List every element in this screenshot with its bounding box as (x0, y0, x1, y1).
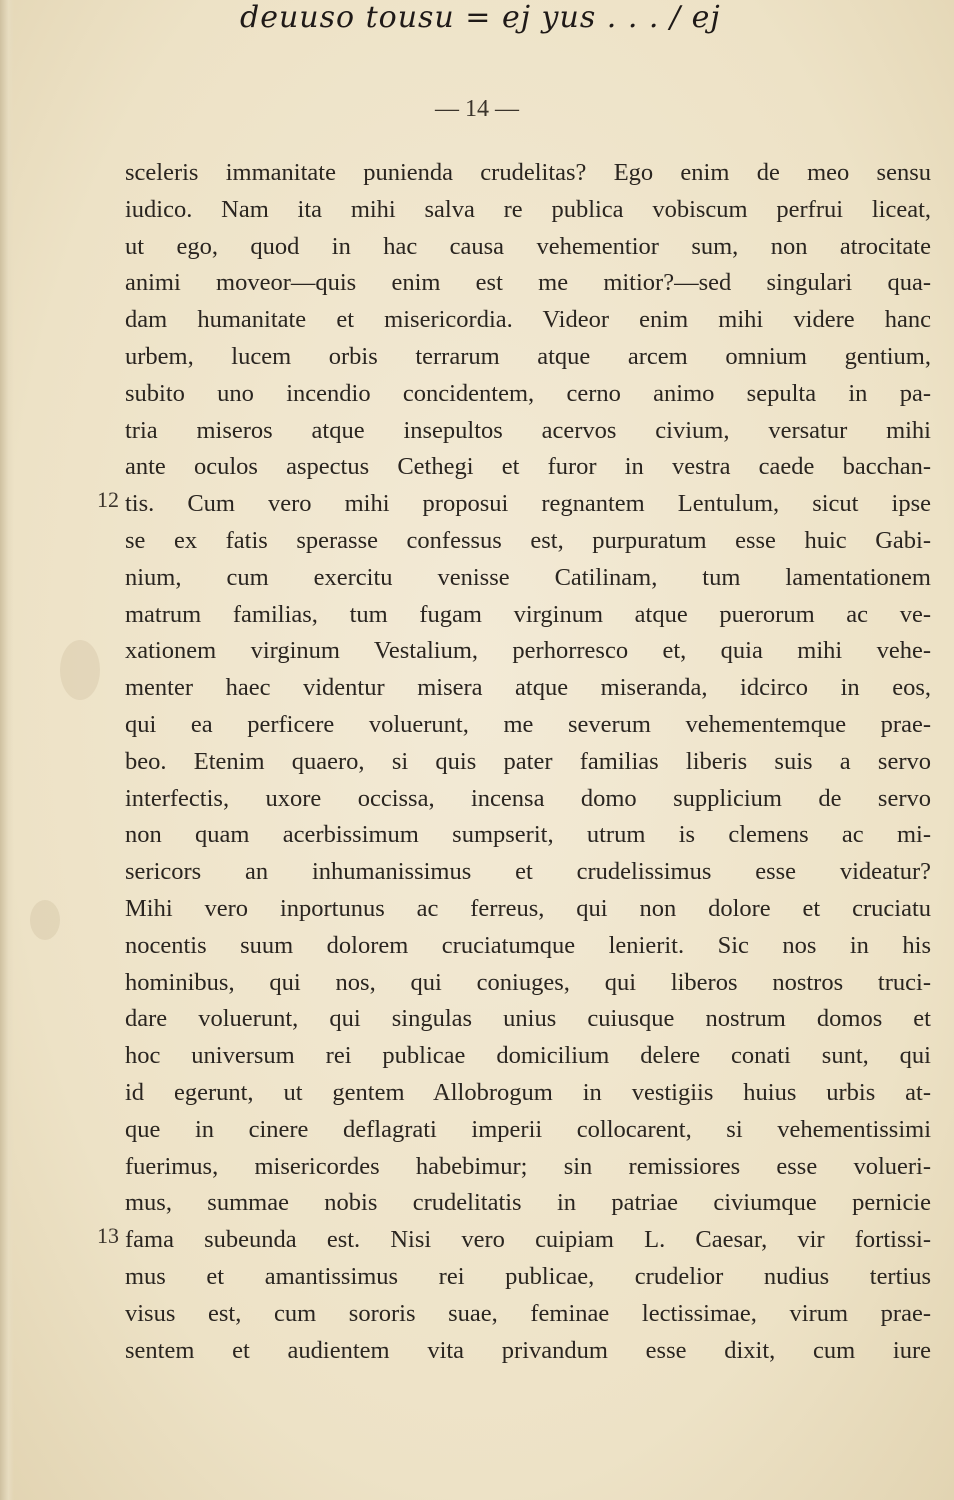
text-line: beo. Etenim quaero, si quis pater familias liberis suis a servo (125, 747, 931, 775)
paper-stain (60, 640, 100, 700)
text-line: sentem et audientem vita privandum esse dixit, cum iure (125, 1336, 931, 1364)
text-line: id egerunt, ut gentem Allobrogum in vestigiis huius urbis at- (125, 1078, 931, 1106)
margin-section-number: 13 (97, 1223, 119, 1248)
text-line: matrum familias, tum fugam virginum atque puerorum ac ve- (125, 600, 931, 628)
text-line: nocentis suum dolorem cruciatumque lenierit. Sic nos in his (125, 931, 931, 959)
text-line: mus et amantissimus rei publicae, crudelior nudius tertius (125, 1262, 931, 1290)
text-line: hoc universum rei publicae domicilium delere conati sunt, qui (125, 1042, 931, 1070)
text-line: animi moveor—quis enim est me mitior?—sed singulari qua- (125, 269, 931, 297)
text-line: interfectis, uxore occissa, incensa domo supplicium de servo (125, 784, 931, 812)
text-line: iudico. Nam ita mihi salva re publica vobiscum perfrui liceat, (125, 195, 931, 223)
text-line: ante oculos aspectus Cethegi et furor in vestra caede bacchan- (125, 453, 931, 481)
page-binding-edge (0, 0, 14, 1500)
text-line: ut ego, quod in hac causa vehementior sum, non atrocitate (125, 232, 931, 260)
text-line: sceleris immanitate punienda crudelitas? Ego enim de meo sensu (125, 159, 931, 186)
handwritten-annotation: deuuso tousu = ej yus . . . / ej (240, 0, 721, 35)
text-line: que in cinere deflagrati imperii collocarent, si vehementissimi (125, 1115, 931, 1143)
text-line: tria miseros atque insepultos acervos civium, versatur mihi (125, 416, 931, 444)
text-line: qui ea perficere voluerunt, me severum vehementemque prae- (125, 710, 931, 738)
text-line: Mihi vero inportunus ac ferreus, qui non dolore et cruciatu (125, 894, 931, 922)
text-line: nium, cum exercitu venisse Catilinam, tum lamentationem (125, 563, 931, 591)
text-line: tis. Cum vero mihi proposui regnantem Lentulum, sicut ipse (125, 490, 931, 518)
text-line: visus est, cum sororis suae, feminae lectissimae, virum prae- (125, 1299, 931, 1327)
page-number: — 14 — (435, 96, 519, 122)
text-line: dare voluerunt, qui singulas unius cuiusque nostrum domos et (125, 1005, 931, 1033)
text-line: fuerimus, misericordes habebimur; sin remissiores esse volueri- (125, 1152, 931, 1180)
text-line: hominibus, qui nos, qui coniuges, qui liberos nostros truci- (125, 968, 931, 996)
text-line: dam humanitate et misericordia. Videor enim mihi videre hanc (125, 306, 931, 334)
text-line: menter haec videntur misera atque miseranda, idcirco in eos, (125, 674, 931, 702)
text-line: fama subeunda est. Nisi vero cuipiam L. Caesar, vir fortissi- (125, 1226, 931, 1254)
margin-section-number: 12 (97, 487, 119, 512)
text-line: sericors an inhumanissimus et crudelissimus esse videatur? (125, 858, 931, 886)
text-line: se ex fatis sperasse confessus est, purpuratum esse huic Gabi- (125, 526, 931, 554)
text-line: non quam acerbissimum sumpserit, utrum is clemens ac mi- (125, 821, 931, 849)
text-line: subito uno incendio concidentem, cerno animo sepulta in pa- (125, 379, 931, 407)
latin-text-block (125, 155, 931, 1369)
paper-stain (30, 900, 60, 940)
text-line: mus, summae nobis crudelitatis in patriae civiumque pernicie (125, 1189, 931, 1217)
text-line: urbem, lucem orbis terrarum atque arcem omnium gentium, (125, 342, 931, 370)
text-line: xationem virginum Vestalium, perhorresco et, quia mihi vehe- (125, 637, 931, 665)
